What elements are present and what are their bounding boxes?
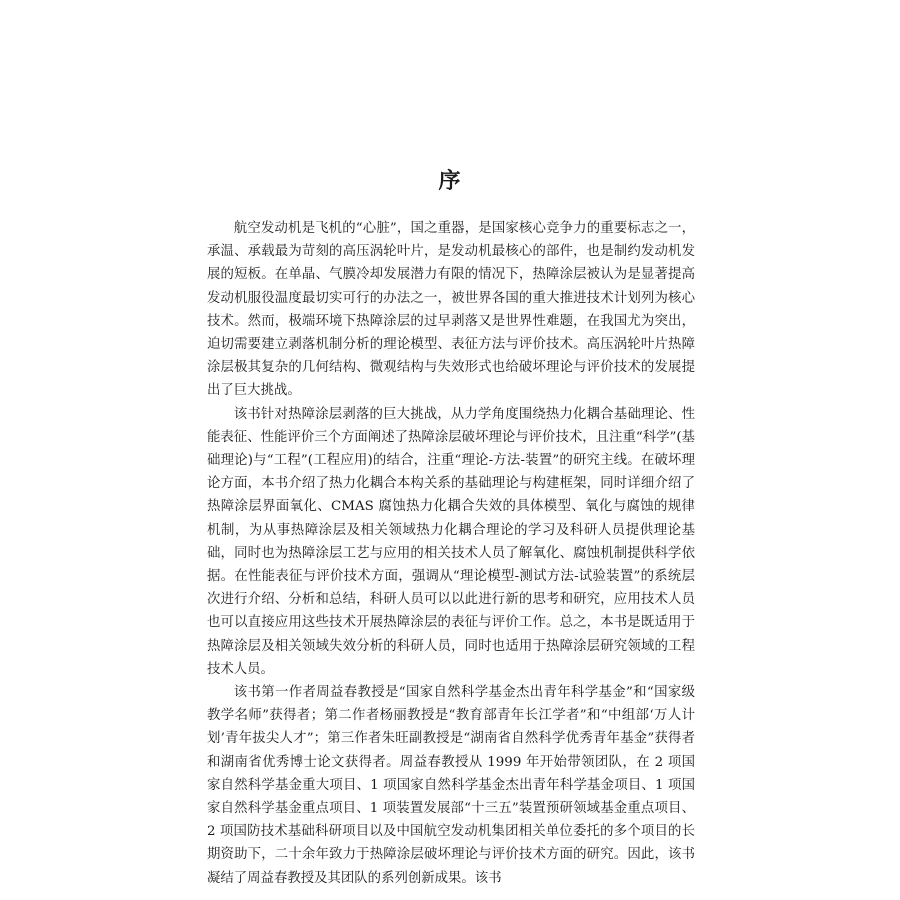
- paragraph-1: 航空发动机是飞机的“心脏”，国之重器，是国家核心竞争力的重要标志之一，承温、承载最为苛刻的高压涡轮叶片，是发动机最核心的部件，也是制约发动机发展的短板。在单晶、气膜冷却发展潜力有限的情况下，热障涂层被认为是显著提高发动机服役温度最切实可行的办法之一，被世界各国的重大推进技术计划列为核心技术。然而，极端环境下热障涂层的过早剥落又是世界性难题，在我国尤为突出，迫切需要建立剥落机制分析的理论模型、表征方法与评价技术。高压涡轮叶片热障涂层极其复杂的几何结构、微观结构与失效形式也给破坏理论与评价技术的发展提出了巨大挑战。: [207, 221, 695, 399]
- paragraph-3: 该书第一作者周益春教授是“国家自然科学基金杰出青年科学基金”和“国家级教学名师”获得者；第二作者杨丽教授是“教育部青年长江学者”和“中组部‘万人计划’青年拔尖人才”；第三作者朱旺副教授是“湖南省自然科学优秀青年基金”获得者和湖南省优秀博士论文获得者。周益春教授从 1999 年开始带领团队，在 2 项国家自然科学基金重大项目、1 项国家自然科学基金杰出青年科学基金项目、1 项国家自然科学基金重点项目、1 项装置发展部“十三五”装置预研领域基金重点项目、2 项国防技术基础科研项目以及中国航空发动机集团相关单位委托的多个项目的长期资助下，二十余年致力于热障涂层破坏理论与评价技术方面的研究。因此，该书凝结了周益春教授及其团队的系列创新成果。该书: [207, 685, 695, 886]
- preface-body: [207, 217, 695, 890]
- page-title: 序: [438, 168, 462, 194]
- paragraph-2: 该书针对热障涂层剥落的巨大挑战，从力学角度围绕热力化耦合基础理论、性能表征、性能评价三个方面阐述了热障涂层破坏理论与评价技术，且注重“科学”(基础理论)与“工程”(工程应用)的结合，注重“理论-方法-装置”的研究主线。在破坏理论方面，本书介绍了热力化耦合本构关系的基础理论与构建框架，同时详细介绍了热障涂层界面氧化、CMAS 腐蚀热力化耦合失效的具体模型、氧化与腐蚀的规律机制，为从事热障涂层及相关领域热力化耦合理论的学习及科研人员提供理论基础，同时也为热障涂层工艺与应用的相关技术人员了解氧化、腐蚀机制提供科学依据。在性能表征与评价技术方面，强调从“理论模型-测试方法-试验装置”的系统层次进行介绍、分析和总结，科研人员可以以此进行新的思考和研究，应用技术人员也可以直接应用这些技术开展热障涂层的表征与评价工作。总之，本书是既适用于热障涂层及相关领域失效分析的科研人员，同时也适用于热障涂层研究领域的工程技术人员。: [207, 406, 695, 677]
